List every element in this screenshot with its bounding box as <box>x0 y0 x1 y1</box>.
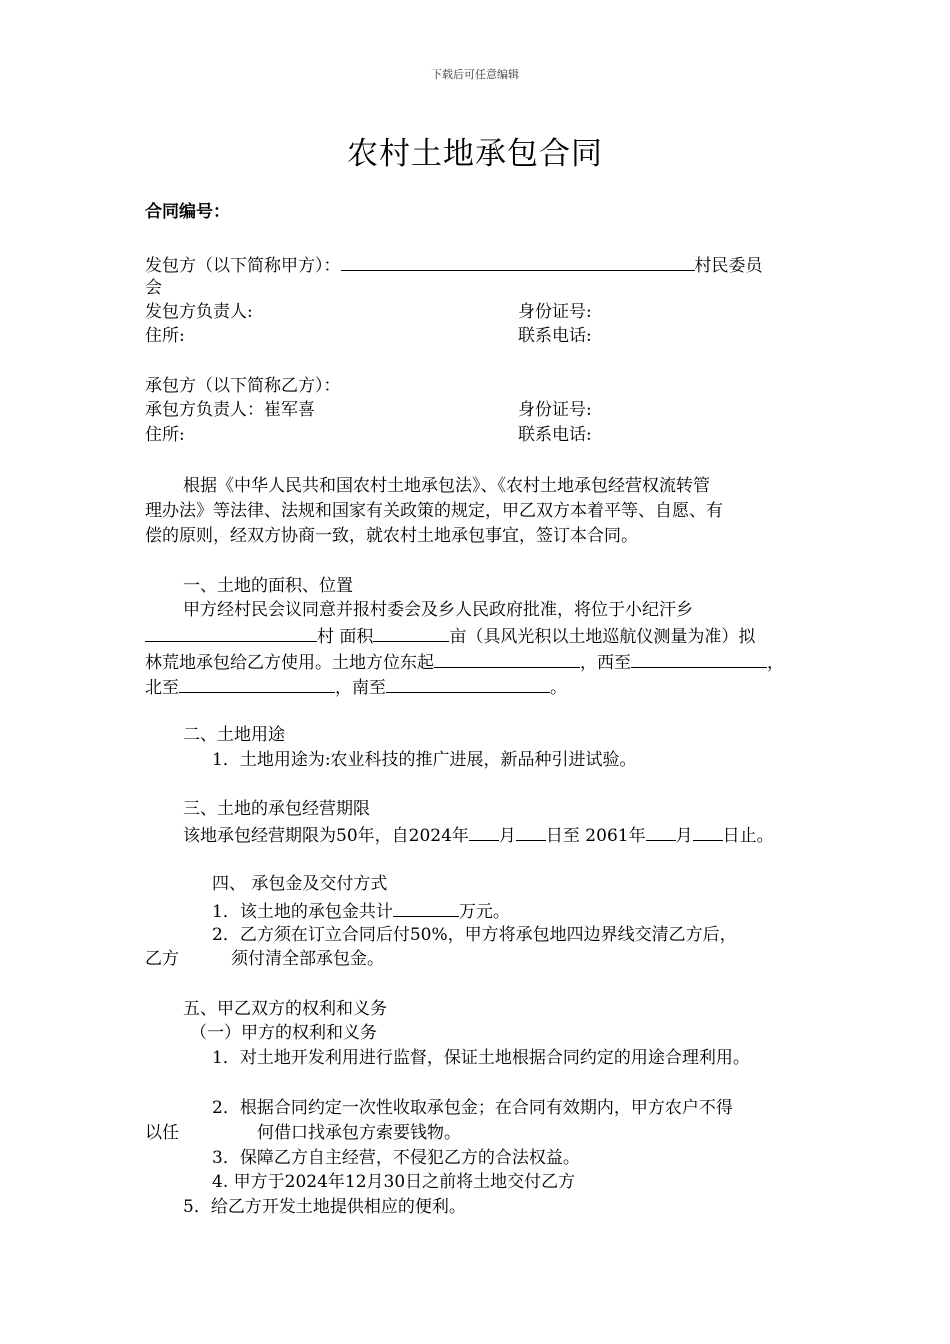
party-b-rep-label: 承包方负责人： <box>145 400 264 420</box>
west-label: ，西至 <box>580 653 631 673</box>
section-4-item-2: 2．乙方须在订立合同后付50%，甲方将承包地四边界线交清乙方后， <box>212 925 737 945</box>
section-5-heading: 五、甲乙双方的权利和义务 <box>183 999 387 1019</box>
section-2-heading: 二、土地用途 <box>183 725 285 745</box>
section-5-item-1: 1．对土地开发利用进行监督，保证土地根据合同约定的用途合理利用。 <box>212 1048 750 1068</box>
section-4-item-2-cont <box>145 947 384 971</box>
south-blank <box>386 674 550 693</box>
party-a-address-label: 住所: <box>145 326 185 346</box>
party-b-id-label: 身份证号: <box>518 400 592 420</box>
end-day-blank <box>693 822 723 841</box>
east-label: 林荒地承包给乙方使用。土地方位东起 <box>145 653 434 673</box>
preamble-line-1: 根据《中华人民共和国农村土地承包法》、《农村土地承包经营权流转管 <box>183 476 710 496</box>
fee-blank <box>393 898 459 917</box>
party-a-suffix: 村民委员 <box>694 256 763 276</box>
area-blank <box>373 623 449 642</box>
contract-number-label: 合同编号： <box>145 202 230 222</box>
village-blank <box>145 623 317 642</box>
payment-text: 须付清全部承包金。 <box>231 949 384 969</box>
section-5-item-2: 2．根据合同约定一次性收取承包金；在合同有效期内，甲方农户不得 <box>212 1098 733 1118</box>
north-blank <box>179 674 335 693</box>
village-area-text: 村 面积 <box>317 627 374 647</box>
party-b-word: 乙方 <box>145 949 179 969</box>
section-1-line-4 <box>145 674 567 700</box>
header-note: 下载后可任意编辑 <box>431 68 519 81</box>
term-end-text: 日至 2061年 <box>545 826 646 846</box>
preamble-line-3: 偿的原则，经双方协商一致，就农村土地承包事宜，签订本合同。 <box>145 526 638 546</box>
section-3-term-line <box>183 822 774 848</box>
preamble-line-2: 理办法》等法律、法规和国家有关政策的规定，甲乙双方本着平等、自愿、有 <box>145 501 723 521</box>
start-day-blank <box>516 822 546 841</box>
section-1-heading: 一、土地的面积、位置 <box>183 576 353 596</box>
party-a-label: 发包方（以下简称甲方）： <box>145 256 341 276</box>
month-label-2: 月 <box>675 826 693 846</box>
party-b-label: 承包方（以下简称乙方）： <box>145 376 341 396</box>
east-blank <box>434 649 580 668</box>
section-5-item-5: 5．给乙方开发土地提供相应的便利。 <box>183 1197 466 1217</box>
section-5-item-3: 3．保障乙方自主经营，不侵犯乙方的合法权益。 <box>212 1148 580 1168</box>
document-title: 农村土地承包合同 <box>347 136 603 172</box>
section-4-item-1 <box>212 898 510 924</box>
section-3-heading: 三、土地的承包经营期限 <box>183 799 370 819</box>
party-b-rep-line <box>145 398 315 422</box>
term-end-suffix: 日止。 <box>722 826 774 846</box>
party-a-suffix-wrap: 会 <box>145 278 162 298</box>
period: 。 <box>550 678 567 698</box>
item-2-rest: 何借口找承包方索要钱物。 <box>257 1123 461 1143</box>
party-a-blank <box>341 252 695 271</box>
north-label: 北至 <box>145 678 179 698</box>
term-start-text: 该地承包经营期限为50年，自2024年 <box>183 826 469 846</box>
party-a-phone-label: 联系电话: <box>518 326 592 346</box>
party-a-rep-label: 发包方负责人: <box>145 302 253 322</box>
item-2-prefix: 以任 <box>145 1123 179 1143</box>
end-month-blank <box>646 822 676 841</box>
west-blank <box>631 649 767 668</box>
section-4-heading: 四、 承包金及交付方式 <box>212 874 388 894</box>
month-label: 月 <box>498 826 516 846</box>
area-unit-text: 亩（具风光积以土地巡航仪测量为准）拟 <box>449 627 756 647</box>
start-month-blank <box>469 822 499 841</box>
section-5-item-4: 4. 甲方于2024年12月30日之前将土地交付乙方 <box>212 1172 576 1192</box>
section-2-item-1: 1．土地用途为:农业科技的推广进展，新品种引进试验。 <box>212 750 637 770</box>
section-5-sub-1: （一）甲方的权利和义务 <box>190 1023 377 1043</box>
comma: ， <box>767 653 784 673</box>
section-5-item-2-cont <box>145 1121 461 1145</box>
party-b-phone-label: 联系电话: <box>518 425 592 445</box>
section-1-line-2 <box>145 623 755 649</box>
section-1-line-1: 甲方经村民会议同意并报村委会及乡人民政府批准，将位于小纪汗乡 <box>183 600 693 620</box>
section-1-line-3 <box>145 649 784 675</box>
south-label: ，南至 <box>335 678 386 698</box>
party-b-rep-name: 崔军喜 <box>264 400 315 420</box>
party-a-id-label: 身份证号: <box>518 302 592 322</box>
party-a-line <box>145 252 763 278</box>
fee-unit: 万元。 <box>458 902 510 922</box>
fee-text: 1．该土地的承包金共计 <box>212 902 393 922</box>
party-b-address-label: 住所: <box>145 425 185 445</box>
